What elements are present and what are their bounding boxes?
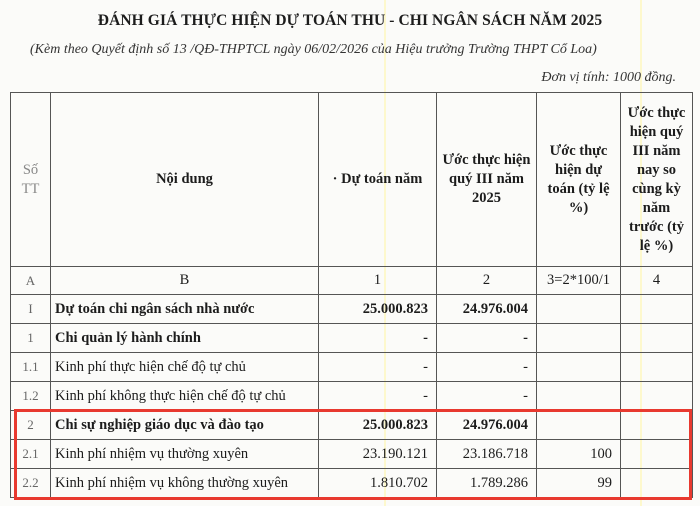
row-content: Chi sự nghiệp giáo dục và đào tạo	[51, 411, 319, 440]
header-yoy-ratio: Ước thực hiện quý III năm nay so cùng kỳ năm trước (tỷ lệ %)	[621, 93, 693, 267]
header-estimate-ratio: Ước thực hiện dự toán (tỷ lệ %)	[537, 93, 621, 267]
row-yoy-ratio	[621, 382, 693, 411]
row-estimate-ratio	[537, 382, 621, 411]
unit-note: Đơn vị tính: 1000 đồng.	[541, 70, 676, 85]
row-estimate-ratio	[537, 295, 621, 324]
row-yoy-ratio	[621, 324, 693, 353]
row-q3-estimate: 24.976.004	[437, 295, 537, 324]
row-content: Kinh phí nhiệm vụ không thường xuyên	[51, 469, 319, 498]
table-row	[11, 440, 693, 469]
row-annual-estimate: 23.190.121	[319, 440, 437, 469]
row-estimate-ratio: 99	[537, 469, 621, 498]
row-annual-estimate: 1.810.702	[319, 469, 437, 498]
column-index-row	[11, 267, 693, 295]
row-estimate-ratio	[537, 411, 621, 440]
row-q3-estimate: 23.186.718	[437, 440, 537, 469]
row-content: Dự toán chi ngân sách nhà nước	[51, 295, 319, 324]
table-row	[11, 411, 693, 440]
document-subtitle: (Kèm theo Quyết định số 13 /QĐ-THPTCL ngày 06/02/2026 của Hiệu trưởng Trường THPT Cổ Loa)	[30, 42, 597, 57]
row-content: Kinh phí nhiệm vụ thường xuyên	[51, 440, 319, 469]
row-yoy-ratio	[621, 295, 693, 324]
table-row	[11, 324, 693, 353]
row-stt: 1	[11, 324, 51, 353]
row-stt: 2.1	[11, 440, 51, 469]
row-annual-estimate: 25.000.823	[319, 411, 437, 440]
header-q3-estimate: Ước thực hiện quý III năm 2025	[437, 93, 537, 267]
header-stt: Số TT	[11, 93, 51, 267]
row-q3-estimate: 1.789.286	[437, 469, 537, 498]
index-cell: A	[11, 267, 51, 295]
table-row	[11, 353, 693, 382]
row-yoy-ratio	[621, 353, 693, 382]
row-q3-estimate: -	[437, 353, 537, 382]
row-yoy-ratio	[621, 469, 693, 498]
row-stt: I	[11, 295, 51, 324]
row-stt: 1.2	[11, 382, 51, 411]
row-estimate-ratio	[537, 353, 621, 382]
row-content: Kinh phí không thực hiện chế độ tự chủ	[51, 382, 319, 411]
header-content: Nội dung	[51, 93, 319, 267]
index-cell: 2	[437, 267, 537, 295]
row-content: Kinh phí thực hiện chế độ tự chủ	[51, 353, 319, 382]
row-content: Chi quản lý hành chính	[51, 324, 319, 353]
table-row	[11, 295, 693, 324]
document-title: ĐÁNH GIÁ THỰC HIỆN DỰ TOÁN THU - CHI NGÂN SÁCH NĂM 2025	[97, 12, 603, 29]
index-cell: 4	[621, 267, 693, 295]
row-annual-estimate: 25.000.823	[319, 295, 437, 324]
row-q3-estimate: 24.976.004	[437, 411, 537, 440]
table-row	[11, 469, 693, 498]
row-estimate-ratio	[537, 324, 621, 353]
index-cell: B	[51, 267, 319, 295]
row-q3-estimate: -	[437, 324, 537, 353]
header-row	[11, 93, 693, 267]
row-stt: 1.1	[11, 353, 51, 382]
row-yoy-ratio	[621, 411, 693, 440]
row-stt: 2.2	[11, 469, 51, 498]
row-annual-estimate: -	[319, 353, 437, 382]
row-q3-estimate: -	[437, 382, 537, 411]
header-annual-estimate: · Dự toán năm	[319, 93, 437, 267]
table-row	[11, 382, 693, 411]
budget-table	[10, 92, 693, 498]
row-annual-estimate: -	[319, 382, 437, 411]
row-estimate-ratio: 100	[537, 440, 621, 469]
index-cell: 1	[319, 267, 437, 295]
row-annual-estimate: -	[319, 324, 437, 353]
index-cell: 3=2*100/1	[537, 267, 621, 295]
row-yoy-ratio	[621, 440, 693, 469]
row-stt: 2	[11, 411, 51, 440]
